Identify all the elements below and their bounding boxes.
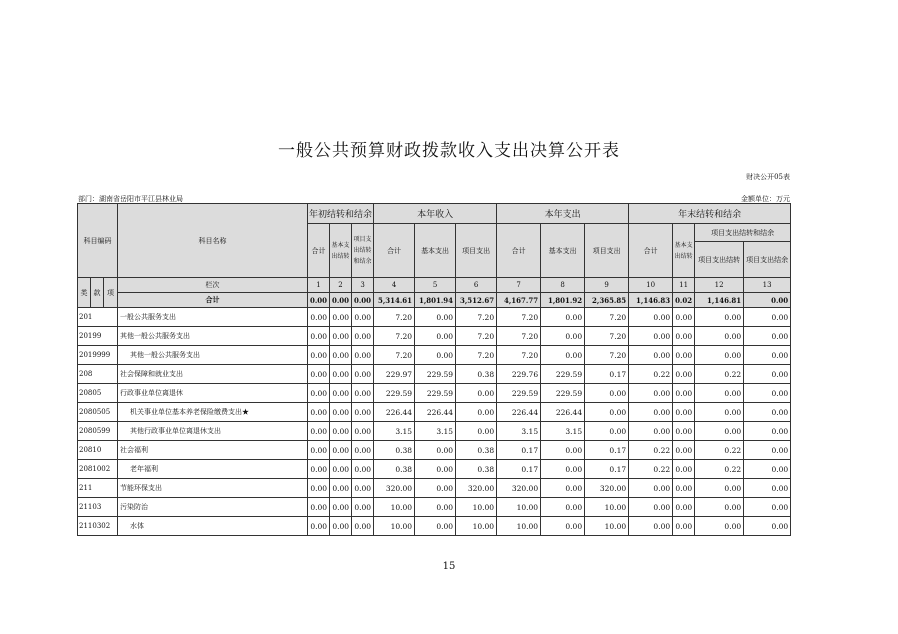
total-cell: 4,167.77 <box>497 293 541 308</box>
total-label: 合计 <box>118 293 308 308</box>
amount-cell: 0.00 <box>695 422 744 441</box>
amount-cell: 0.00 <box>541 308 585 327</box>
amount-cell: 0.00 <box>456 403 497 422</box>
header-subject-name: 科目名称 <box>118 204 308 278</box>
amount-cell: 0.00 <box>695 346 744 365</box>
amount-cell: 10.00 <box>497 498 541 517</box>
subject-code-cell: 2080505 <box>78 403 118 422</box>
amount-cell: 0.00 <box>330 422 352 441</box>
amount-cell: 0.00 <box>629 517 673 536</box>
header-end-project: 项目支出结转和结余 <box>695 224 791 242</box>
budget-table <box>77 203 791 536</box>
col-num: 12 <box>695 278 744 293</box>
header-income-basic: 基本支出 <box>415 224 456 278</box>
col-num: 13 <box>744 278 791 293</box>
amount-cell: 0.17 <box>585 365 629 384</box>
amount-cell: 0.00 <box>673 327 695 346</box>
subject-name-cell: 一般公共服务支出 <box>118 308 308 327</box>
amount-cell: 0.17 <box>585 441 629 460</box>
header-kuan: 款 <box>91 278 104 308</box>
header-end-project-carry: 项目支出结转 <box>695 242 744 278</box>
total-cell: 0.00 <box>352 293 374 308</box>
amount-cell: 0.00 <box>308 441 330 460</box>
total-cell: 1,146.83 <box>629 293 673 308</box>
amount-cell: 0.00 <box>308 365 330 384</box>
amount-cell: 0.00 <box>330 365 352 384</box>
amount-cell: 320.00 <box>456 479 497 498</box>
col-num: 7 <box>497 278 541 293</box>
amount-cell: 0.00 <box>330 327 352 346</box>
amount-cell: 0.00 <box>695 498 744 517</box>
table-row <box>78 498 791 517</box>
header-lei: 类 <box>78 278 91 308</box>
amount-cell: 0.00 <box>673 403 695 422</box>
amount-cell: 0.00 <box>744 346 791 365</box>
subject-code-cell: 211 <box>78 479 118 498</box>
table-row <box>78 517 791 536</box>
amount-cell: 0.00 <box>673 384 695 403</box>
amount-cell: 0.00 <box>330 346 352 365</box>
amount-cell: 0.00 <box>673 460 695 479</box>
amount-cell: 229.59 <box>374 384 415 403</box>
amount-cell: 0.00 <box>629 308 673 327</box>
amount-cell: 0.00 <box>308 422 330 441</box>
amount-cell: 10.00 <box>585 517 629 536</box>
col-num: 8 <box>541 278 585 293</box>
amount-cell: 0.00 <box>352 384 374 403</box>
amount-cell: 0.00 <box>744 365 791 384</box>
amount-cell: 0.00 <box>330 517 352 536</box>
amount-cell: 226.44 <box>541 403 585 422</box>
subject-name-cell: 老年福利 <box>118 460 308 479</box>
amount-cell: 0.00 <box>352 327 374 346</box>
amount-cell: 229.59 <box>541 365 585 384</box>
subject-code-cell: 2081002 <box>78 460 118 479</box>
amount-cell: 0.00 <box>541 498 585 517</box>
table-row <box>78 308 791 327</box>
amount-cell: 0.17 <box>497 460 541 479</box>
table-row <box>78 479 791 498</box>
subject-code-cell: 208 <box>78 365 118 384</box>
amount-cell: 0.00 <box>415 498 456 517</box>
amount-cell: 7.20 <box>374 346 415 365</box>
subject-code-cell: 2110302 <box>78 517 118 536</box>
table-body <box>78 308 791 536</box>
amount-cell: 0.17 <box>497 441 541 460</box>
amount-cell: 0.00 <box>673 441 695 460</box>
amount-cell: 0.00 <box>585 422 629 441</box>
amount-cell: 0.00 <box>744 384 791 403</box>
table-row <box>78 346 791 365</box>
col-num: 11 <box>673 278 695 293</box>
header-end-basic: 基本支出结转 <box>673 224 695 278</box>
amount-cell: 0.00 <box>330 479 352 498</box>
amount-cell: 0.00 <box>673 346 695 365</box>
col-num: 10 <box>629 278 673 293</box>
amount-cell: 0.00 <box>308 403 330 422</box>
amount-cell: 0.00 <box>695 327 744 346</box>
amount-cell: 0.00 <box>415 517 456 536</box>
form-number: 财决公开05表 <box>746 173 790 181</box>
amount-cell: 0.00 <box>352 403 374 422</box>
amount-cell: 0.00 <box>629 403 673 422</box>
amount-cell: 0.00 <box>330 460 352 479</box>
amount-cell: 0.00 <box>744 517 791 536</box>
amount-cell: 10.00 <box>497 517 541 536</box>
amount-cell: 0.00 <box>629 479 673 498</box>
amount-cell: 0.00 <box>308 308 330 327</box>
subject-name-cell: 其他一般公共服务支出 <box>118 327 308 346</box>
subject-name-cell: 社会保障和就业支出 <box>118 365 308 384</box>
amount-cell: 7.20 <box>497 327 541 346</box>
amount-cell: 0.00 <box>629 384 673 403</box>
amount-cell: 320.00 <box>585 479 629 498</box>
table-row <box>78 384 791 403</box>
amount-cell: 0.00 <box>308 460 330 479</box>
page-number: 15 <box>442 561 456 572</box>
amount-cell: 0.00 <box>744 460 791 479</box>
amount-cell: 0.17 <box>585 460 629 479</box>
amount-cell: 7.20 <box>374 327 415 346</box>
col-num: 5 <box>415 278 456 293</box>
amount-cell: 0.00 <box>673 479 695 498</box>
amount-cell: 229.76 <box>497 365 541 384</box>
total-cell: 0.00 <box>330 293 352 308</box>
amount-cell: 7.20 <box>456 308 497 327</box>
subject-name-cell: 其他行政事业单位离退休支出 <box>118 422 308 441</box>
table-row <box>78 365 791 384</box>
amount-cell: 0.22 <box>695 365 744 384</box>
amount-cell: 3.15 <box>541 422 585 441</box>
amount-cell: 0.00 <box>541 517 585 536</box>
subject-name-cell: 污染防治 <box>118 498 308 517</box>
amount-cell: 10.00 <box>456 517 497 536</box>
amount-cell: 0.38 <box>374 460 415 479</box>
subject-code-cell: 21103 <box>78 498 118 517</box>
amount-cell: 0.22 <box>695 441 744 460</box>
amount-cell: 229.59 <box>541 384 585 403</box>
subject-code-cell: 2019999 <box>78 346 118 365</box>
amount-cell: 229.97 <box>374 365 415 384</box>
amount-cell: 7.20 <box>585 308 629 327</box>
amount-cell: 0.00 <box>330 441 352 460</box>
subject-code-cell: 201 <box>78 308 118 327</box>
header-begin-project: 项目支出结转和结余 <box>352 224 374 278</box>
amount-cell: 0.00 <box>673 365 695 384</box>
amount-cell: 7.20 <box>497 346 541 365</box>
amount-cell: 0.22 <box>629 441 673 460</box>
page-title: 一般公共预算财政拨款收入支出决算公开表 <box>278 141 620 161</box>
table-row <box>78 422 791 441</box>
total-cell: 1,801.94 <box>415 293 456 308</box>
amount-cell: 226.44 <box>497 403 541 422</box>
header-column-index: 栏次 <box>118 278 308 293</box>
subject-code-cell: 20199 <box>78 327 118 346</box>
header-group-end: 年末结转和结余 <box>629 204 791 224</box>
total-cell: 2,365.85 <box>585 293 629 308</box>
total-cell: 1,801.92 <box>541 293 585 308</box>
amount-cell: 0.38 <box>456 460 497 479</box>
amount-cell: 0.00 <box>352 479 374 498</box>
subject-name-cell: 社会福利 <box>118 441 308 460</box>
amount-cell: 0.00 <box>352 422 374 441</box>
amount-cell: 320.00 <box>497 479 541 498</box>
amount-cell: 0.00 <box>330 384 352 403</box>
total-cell: 0.00 <box>744 293 791 308</box>
amount-cell: 0.22 <box>629 460 673 479</box>
subject-name-cell: 其他一般公共服务支出 <box>118 346 308 365</box>
amount-cell: 0.00 <box>744 422 791 441</box>
amount-cell: 0.00 <box>744 498 791 517</box>
subject-code-cell: 20810 <box>78 441 118 460</box>
amount-cell: 0.00 <box>744 441 791 460</box>
table-row <box>78 403 791 422</box>
unit-label: 金额单位：万元 <box>741 195 790 203</box>
total-cell: 3,512.67 <box>456 293 497 308</box>
amount-cell: 0.00 <box>352 460 374 479</box>
amount-cell: 10.00 <box>374 517 415 536</box>
amount-cell: 0.00 <box>415 327 456 346</box>
amount-cell: 0.22 <box>695 460 744 479</box>
amount-cell: 10.00 <box>585 498 629 517</box>
department-label: 部门：湖南省岳阳市平江县林业局 <box>78 195 183 203</box>
amount-cell: 0.00 <box>415 460 456 479</box>
total-cell: 1,146.81 <box>695 293 744 308</box>
amount-cell: 0.00 <box>352 441 374 460</box>
header-begin-basic: 基本支出结转 <box>330 224 352 278</box>
amount-cell: 0.00 <box>541 441 585 460</box>
header-income-project: 项目支出 <box>456 224 497 278</box>
amount-cell: 0.38 <box>456 365 497 384</box>
header-expense-basic: 基本支出 <box>541 224 585 278</box>
amount-cell: 0.00 <box>541 460 585 479</box>
subject-name-cell: 节能环保支出 <box>118 479 308 498</box>
amount-cell: 0.00 <box>330 308 352 327</box>
subject-name-cell: 行政事业单位离退休 <box>118 384 308 403</box>
amount-cell: 0.00 <box>415 441 456 460</box>
amount-cell: 0.00 <box>695 403 744 422</box>
amount-cell: 7.20 <box>497 308 541 327</box>
amount-cell: 0.00 <box>629 498 673 517</box>
amount-cell: 7.20 <box>456 327 497 346</box>
amount-cell: 0.00 <box>585 384 629 403</box>
amount-cell: 0.00 <box>330 403 352 422</box>
amount-cell: 0.00 <box>352 365 374 384</box>
col-num: 9 <box>585 278 629 293</box>
amount-cell: 0.00 <box>629 346 673 365</box>
amount-cell: 0.00 <box>330 498 352 517</box>
amount-cell: 0.00 <box>744 327 791 346</box>
amount-cell: 0.00 <box>352 517 374 536</box>
amount-cell: 0.00 <box>308 346 330 365</box>
amount-cell: 0.00 <box>673 517 695 536</box>
total-cell: 5,314.61 <box>374 293 415 308</box>
amount-cell: 10.00 <box>456 498 497 517</box>
amount-cell: 0.00 <box>456 384 497 403</box>
total-cell: 0.02 <box>673 293 695 308</box>
amount-cell: 0.00 <box>629 327 673 346</box>
amount-cell: 0.00 <box>673 422 695 441</box>
amount-cell: 0.00 <box>352 498 374 517</box>
amount-cell: 0.00 <box>308 479 330 498</box>
subject-code-cell: 2080599 <box>78 422 118 441</box>
amount-cell: 0.00 <box>308 384 330 403</box>
header-group-income: 本年收入 <box>374 204 497 224</box>
amount-cell: 0.00 <box>695 384 744 403</box>
amount-cell: 0.00 <box>541 479 585 498</box>
amount-cell: 7.20 <box>374 308 415 327</box>
amount-cell: 0.00 <box>629 422 673 441</box>
total-cell: 0.00 <box>308 293 330 308</box>
amount-cell: 10.00 <box>374 498 415 517</box>
amount-cell: 0.00 <box>744 479 791 498</box>
amount-cell: 0.38 <box>456 441 497 460</box>
amount-cell: 0.00 <box>352 308 374 327</box>
amount-cell: 320.00 <box>374 479 415 498</box>
subject-code-cell: 20805 <box>78 384 118 403</box>
header-xiang: 项 <box>104 278 118 308</box>
total-row <box>78 293 791 308</box>
amount-cell: 226.44 <box>415 403 456 422</box>
amount-cell: 0.00 <box>744 308 791 327</box>
header-expense-project: 项目支出 <box>585 224 629 278</box>
subject-name-cell: 机关事业单位基本养老保险缴费支出★ <box>118 403 308 422</box>
col-num: 3 <box>352 278 374 293</box>
header-subject-code: 科目编码 <box>78 204 118 278</box>
header-income-total: 合计 <box>374 224 415 278</box>
amount-cell: 0.00 <box>673 498 695 517</box>
col-num: 2 <box>330 278 352 293</box>
amount-cell: 229.59 <box>415 384 456 403</box>
amount-cell: 0.00 <box>308 327 330 346</box>
amount-cell: 7.20 <box>585 346 629 365</box>
col-num: 4 <box>374 278 415 293</box>
amount-cell: 3.15 <box>374 422 415 441</box>
col-num: 6 <box>456 278 497 293</box>
amount-cell: 0.00 <box>415 479 456 498</box>
amount-cell: 0.22 <box>629 365 673 384</box>
amount-cell: 0.00 <box>695 479 744 498</box>
amount-cell: 0.00 <box>415 346 456 365</box>
amount-cell: 3.15 <box>415 422 456 441</box>
amount-cell: 229.59 <box>415 365 456 384</box>
header-group-begin: 年初结转和结余 <box>308 204 374 224</box>
amount-cell: 0.00 <box>308 517 330 536</box>
amount-cell: 0.00 <box>415 308 456 327</box>
amount-cell: 0.00 <box>308 498 330 517</box>
header-end-project-surplus: 项目支出结余 <box>744 242 791 278</box>
table-row <box>78 441 791 460</box>
amount-cell: 0.00 <box>456 422 497 441</box>
amount-cell: 0.00 <box>744 403 791 422</box>
amount-cell: 0.00 <box>352 346 374 365</box>
header-begin-total: 合计 <box>308 224 330 278</box>
header-group-expense: 本年支出 <box>497 204 629 224</box>
amount-cell: 7.20 <box>456 346 497 365</box>
amount-cell: 0.00 <box>585 403 629 422</box>
amount-cell: 3.15 <box>497 422 541 441</box>
amount-cell: 229.59 <box>497 384 541 403</box>
amount-cell: 7.20 <box>585 327 629 346</box>
col-num: 1 <box>308 278 330 293</box>
subject-name-cell: 水体 <box>118 517 308 536</box>
amount-cell: 0.00 <box>695 308 744 327</box>
amount-cell: 0.00 <box>673 308 695 327</box>
amount-cell: 0.00 <box>695 517 744 536</box>
table-row <box>78 460 791 479</box>
header-end-total: 合计 <box>629 224 673 278</box>
amount-cell: 226.44 <box>374 403 415 422</box>
amount-cell: 0.00 <box>541 346 585 365</box>
amount-cell: 0.00 <box>541 327 585 346</box>
header-expense-total: 合计 <box>497 224 541 278</box>
table-row <box>78 327 791 346</box>
amount-cell: 0.38 <box>374 441 415 460</box>
